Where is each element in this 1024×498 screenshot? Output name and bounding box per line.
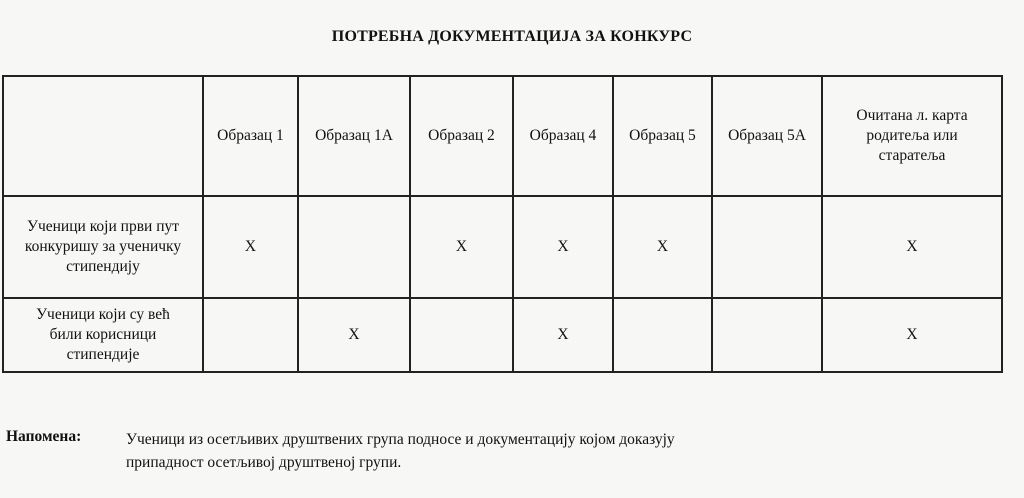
note-line: Ученици из осетљивих друштвених група подносе и документацију којом доказују: [126, 431, 675, 448]
table-cell: [712, 298, 822, 372]
table-cell: [712, 196, 822, 298]
table-cell: [613, 298, 712, 372]
column-header: Образац 5: [613, 76, 712, 196]
table-cell: X: [410, 196, 513, 298]
column-header: Образац 2: [410, 76, 513, 196]
table-row: [3, 298, 1002, 372]
row-label: Ученици који први пут конкуришу за ученичку стипендију: [3, 196, 203, 298]
table-cell: [410, 298, 513, 372]
note-line: припадност осетљивој друштвеној групи.: [126, 454, 402, 471]
column-header: Образац 5А: [712, 76, 822, 196]
table-cell: X: [822, 298, 1002, 372]
table-corner-cell: [3, 76, 203, 196]
row-label: Ученици који су већ били корисници стипендије: [3, 298, 203, 372]
table-cell: [298, 196, 410, 298]
page-title: ПОТРЕБНА ДОКУМЕНТАЦИЈА ЗА КОНКУРС: [331, 28, 693, 45]
table-cell: X: [822, 196, 1002, 298]
table-cell: X: [203, 196, 298, 298]
table-header-row: [3, 76, 1002, 196]
documentation-table: [2, 75, 1003, 373]
table-cell: X: [613, 196, 712, 298]
column-header: Очитана л. карта родитеља или старатеља: [822, 76, 1002, 196]
table-cell: X: [513, 196, 613, 298]
table-cell: X: [298, 298, 410, 372]
column-header: Образац 1: [203, 76, 298, 196]
column-header: Образац 4: [513, 76, 613, 196]
table-cell: [203, 298, 298, 372]
table-row: [3, 196, 1002, 298]
note-label: Напомена:: [6, 428, 82, 445]
table-cell: X: [513, 298, 613, 372]
note-text: [126, 428, 826, 474]
column-header: Образац 1А: [298, 76, 410, 196]
